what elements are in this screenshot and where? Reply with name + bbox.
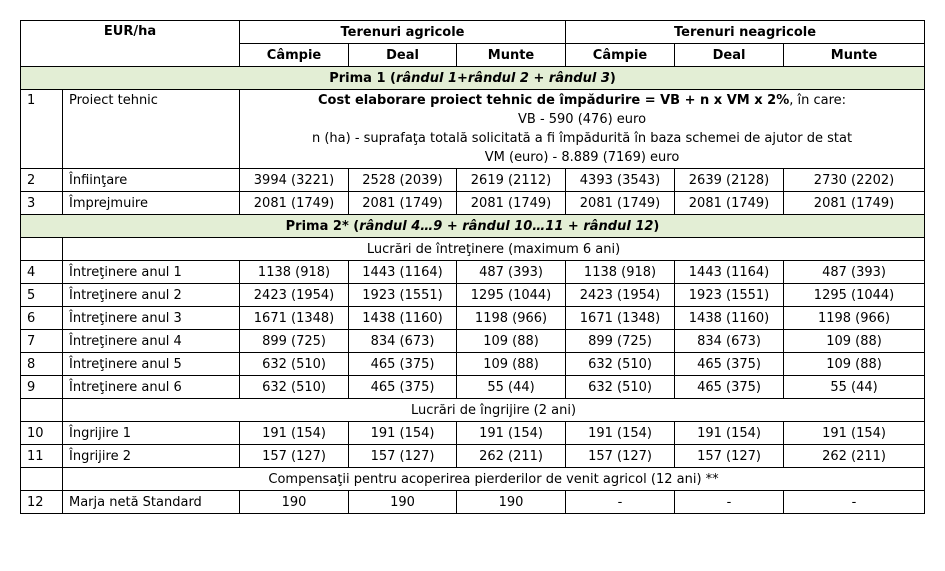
value-cell: 465 (375) — [675, 376, 784, 399]
value-cell: 487 (393) — [457, 261, 566, 284]
table-row — [21, 261, 925, 284]
col-header: Câmpie — [240, 44, 349, 67]
value-cell: 1923 (1551) — [675, 284, 784, 307]
value-cell: 632 (510) — [240, 376, 349, 399]
section-title: Compensaţii pentru acoperirea pierderilor de venit agricol (12 ani) ** — [63, 468, 925, 491]
row-number: 11 — [21, 445, 63, 468]
prima-1-title: Prima 1 (rândul 1+rândul 2 + rândul 3) — [21, 67, 925, 90]
group-header-agricultural: Terenuri agricole — [240, 21, 566, 44]
table-row — [21, 422, 925, 445]
value-cell: 1671 (1348) — [240, 307, 349, 330]
value-cell: 190 — [349, 491, 457, 514]
value-cell: 109 (88) — [457, 330, 566, 353]
row-label: Întreţinere anul 3 — [63, 307, 240, 330]
value-cell: 1671 (1348) — [566, 307, 675, 330]
value-cell: 2081 (1749) — [784, 192, 925, 215]
table-row — [21, 169, 925, 192]
value-cell: 1138 (918) — [240, 261, 349, 284]
prima-1-row — [21, 67, 925, 90]
value-cell: 465 (375) — [349, 376, 457, 399]
value-cell: 834 (673) — [675, 330, 784, 353]
value-cell: 55 (44) — [784, 376, 925, 399]
value-cell: 157 (127) — [349, 445, 457, 468]
row-number: 9 — [21, 376, 63, 399]
value-cell: 190 — [457, 491, 566, 514]
row-label: Împrejmuire — [63, 192, 240, 215]
value-cell: - — [784, 491, 925, 514]
row-label: Întreţinere anul 2 — [63, 284, 240, 307]
row-number: 6 — [21, 307, 63, 330]
value-cell: 262 (211) — [457, 445, 566, 468]
value-cell: 1438 (1160) — [675, 307, 784, 330]
value-cell: 2730 (2202) — [784, 169, 925, 192]
value-cell: 632 (510) — [240, 353, 349, 376]
value-cell: 1923 (1551) — [349, 284, 457, 307]
col-header: Câmpie — [566, 44, 675, 67]
value-cell: 1295 (1044) — [784, 284, 925, 307]
row-number: 12 — [21, 491, 63, 514]
value-cell: 191 (154) — [240, 422, 349, 445]
row-number: 2 — [21, 169, 63, 192]
value-cell: 2528 (2039) — [349, 169, 457, 192]
value-cell: 2423 (1954) — [566, 284, 675, 307]
value-cell: 191 (154) — [457, 422, 566, 445]
section-row-maintenance — [21, 238, 925, 261]
value-cell: 191 (154) — [349, 422, 457, 445]
empty-cell — [21, 468, 63, 491]
value-cell: 191 (154) — [675, 422, 784, 445]
value-cell: 2081 (1749) — [457, 192, 566, 215]
technical-project-formula: Cost elaborare proiect tehnic de împădurire = VB + n x VM x 2%, în care: VB - 590 (476) euro n (ha) - suprafaţa totală solicitată a fi împădurită în baza schemei de ajutor de stat VM (euro) - 8.889 (7169) euro — [240, 90, 925, 169]
value-cell: 2081 (1749) — [349, 192, 457, 215]
prima-2-row — [21, 215, 925, 238]
value-cell: 55 (44) — [457, 376, 566, 399]
premium-table — [20, 20, 925, 514]
row-number: 5 — [21, 284, 63, 307]
section-row-compensation — [21, 468, 925, 491]
value-cell: 191 (154) — [784, 422, 925, 445]
row-label: Întreţinere anul 4 — [63, 330, 240, 353]
value-cell: - — [566, 491, 675, 514]
value-cell: 190 — [240, 491, 349, 514]
value-cell: 2081 (1749) — [240, 192, 349, 215]
value-cell: 632 (510) — [566, 353, 675, 376]
value-cell: 1438 (1160) — [349, 307, 457, 330]
value-cell: 1198 (966) — [457, 307, 566, 330]
unit-header: EUR/ha — [21, 21, 240, 67]
value-cell: 1138 (918) — [566, 261, 675, 284]
value-cell: 2081 (1749) — [566, 192, 675, 215]
value-cell: 1443 (1164) — [349, 261, 457, 284]
value-cell: 487 (393) — [784, 261, 925, 284]
value-cell: 632 (510) — [566, 376, 675, 399]
value-cell: 157 (127) — [675, 445, 784, 468]
value-cell: 262 (211) — [784, 445, 925, 468]
row-label: Întreţinere anul 6 — [63, 376, 240, 399]
table-row — [21, 445, 925, 468]
value-cell: 834 (673) — [349, 330, 457, 353]
prima-2-title: Prima 2* (rândul 4…9 + rândul 10…11 + rândul 12) — [21, 215, 925, 238]
table-row — [21, 307, 925, 330]
group-header-non-agricultural: Terenuri neagricole — [566, 21, 925, 44]
value-cell: - — [675, 491, 784, 514]
value-cell: 109 (88) — [784, 353, 925, 376]
value-cell: 2081 (1749) — [675, 192, 784, 215]
row-label: Îngrijire 1 — [63, 422, 240, 445]
row-number: 8 — [21, 353, 63, 376]
value-cell: 157 (127) — [566, 445, 675, 468]
section-row-care — [21, 399, 925, 422]
value-cell: 2639 (2128) — [675, 169, 784, 192]
row-label: Întreţinere anul 1 — [63, 261, 240, 284]
value-cell: 1443 (1164) — [675, 261, 784, 284]
value-cell: 109 (88) — [784, 330, 925, 353]
value-cell: 3994 (3221) — [240, 169, 349, 192]
row-label: Întreţinere anul 5 — [63, 353, 240, 376]
row-number: 7 — [21, 330, 63, 353]
value-cell: 1295 (1044) — [457, 284, 566, 307]
row-label: Înfiinţare — [63, 169, 240, 192]
col-header: Munte — [784, 44, 925, 67]
table-row — [21, 192, 925, 215]
value-cell: 157 (127) — [240, 445, 349, 468]
row-label: Marja netă Standard — [63, 491, 240, 514]
value-cell: 191 (154) — [566, 422, 675, 445]
table-row — [21, 330, 925, 353]
empty-cell — [21, 399, 63, 422]
value-cell: 899 (725) — [240, 330, 349, 353]
section-title: Lucrări de întreţinere (maximum 6 ani) — [63, 238, 925, 261]
row-label: Îngrijire 2 — [63, 445, 240, 468]
table-row — [21, 376, 925, 399]
section-title: Lucrări de îngrijire (2 ani) — [63, 399, 925, 422]
value-cell: 465 (375) — [349, 353, 457, 376]
value-cell: 1198 (966) — [784, 307, 925, 330]
col-header: Munte — [457, 44, 566, 67]
value-cell: 2619 (2112) — [457, 169, 566, 192]
row-number: 1 — [21, 90, 63, 169]
value-cell: 2423 (1954) — [240, 284, 349, 307]
table-row — [21, 353, 925, 376]
empty-cell — [21, 238, 63, 261]
row-number: 4 — [21, 261, 63, 284]
col-header: Deal — [675, 44, 784, 67]
value-cell: 4393 (3543) — [566, 169, 675, 192]
row-number: 10 — [21, 422, 63, 445]
table-row — [21, 90, 925, 169]
header-row-groups — [21, 21, 925, 44]
value-cell: 109 (88) — [457, 353, 566, 376]
value-cell: 465 (375) — [675, 353, 784, 376]
value-cell: 899 (725) — [566, 330, 675, 353]
row-label: Proiect tehnic — [63, 90, 240, 169]
row-number: 3 — [21, 192, 63, 215]
table-row — [21, 284, 925, 307]
table-row — [21, 491, 925, 514]
col-header: Deal — [349, 44, 457, 67]
